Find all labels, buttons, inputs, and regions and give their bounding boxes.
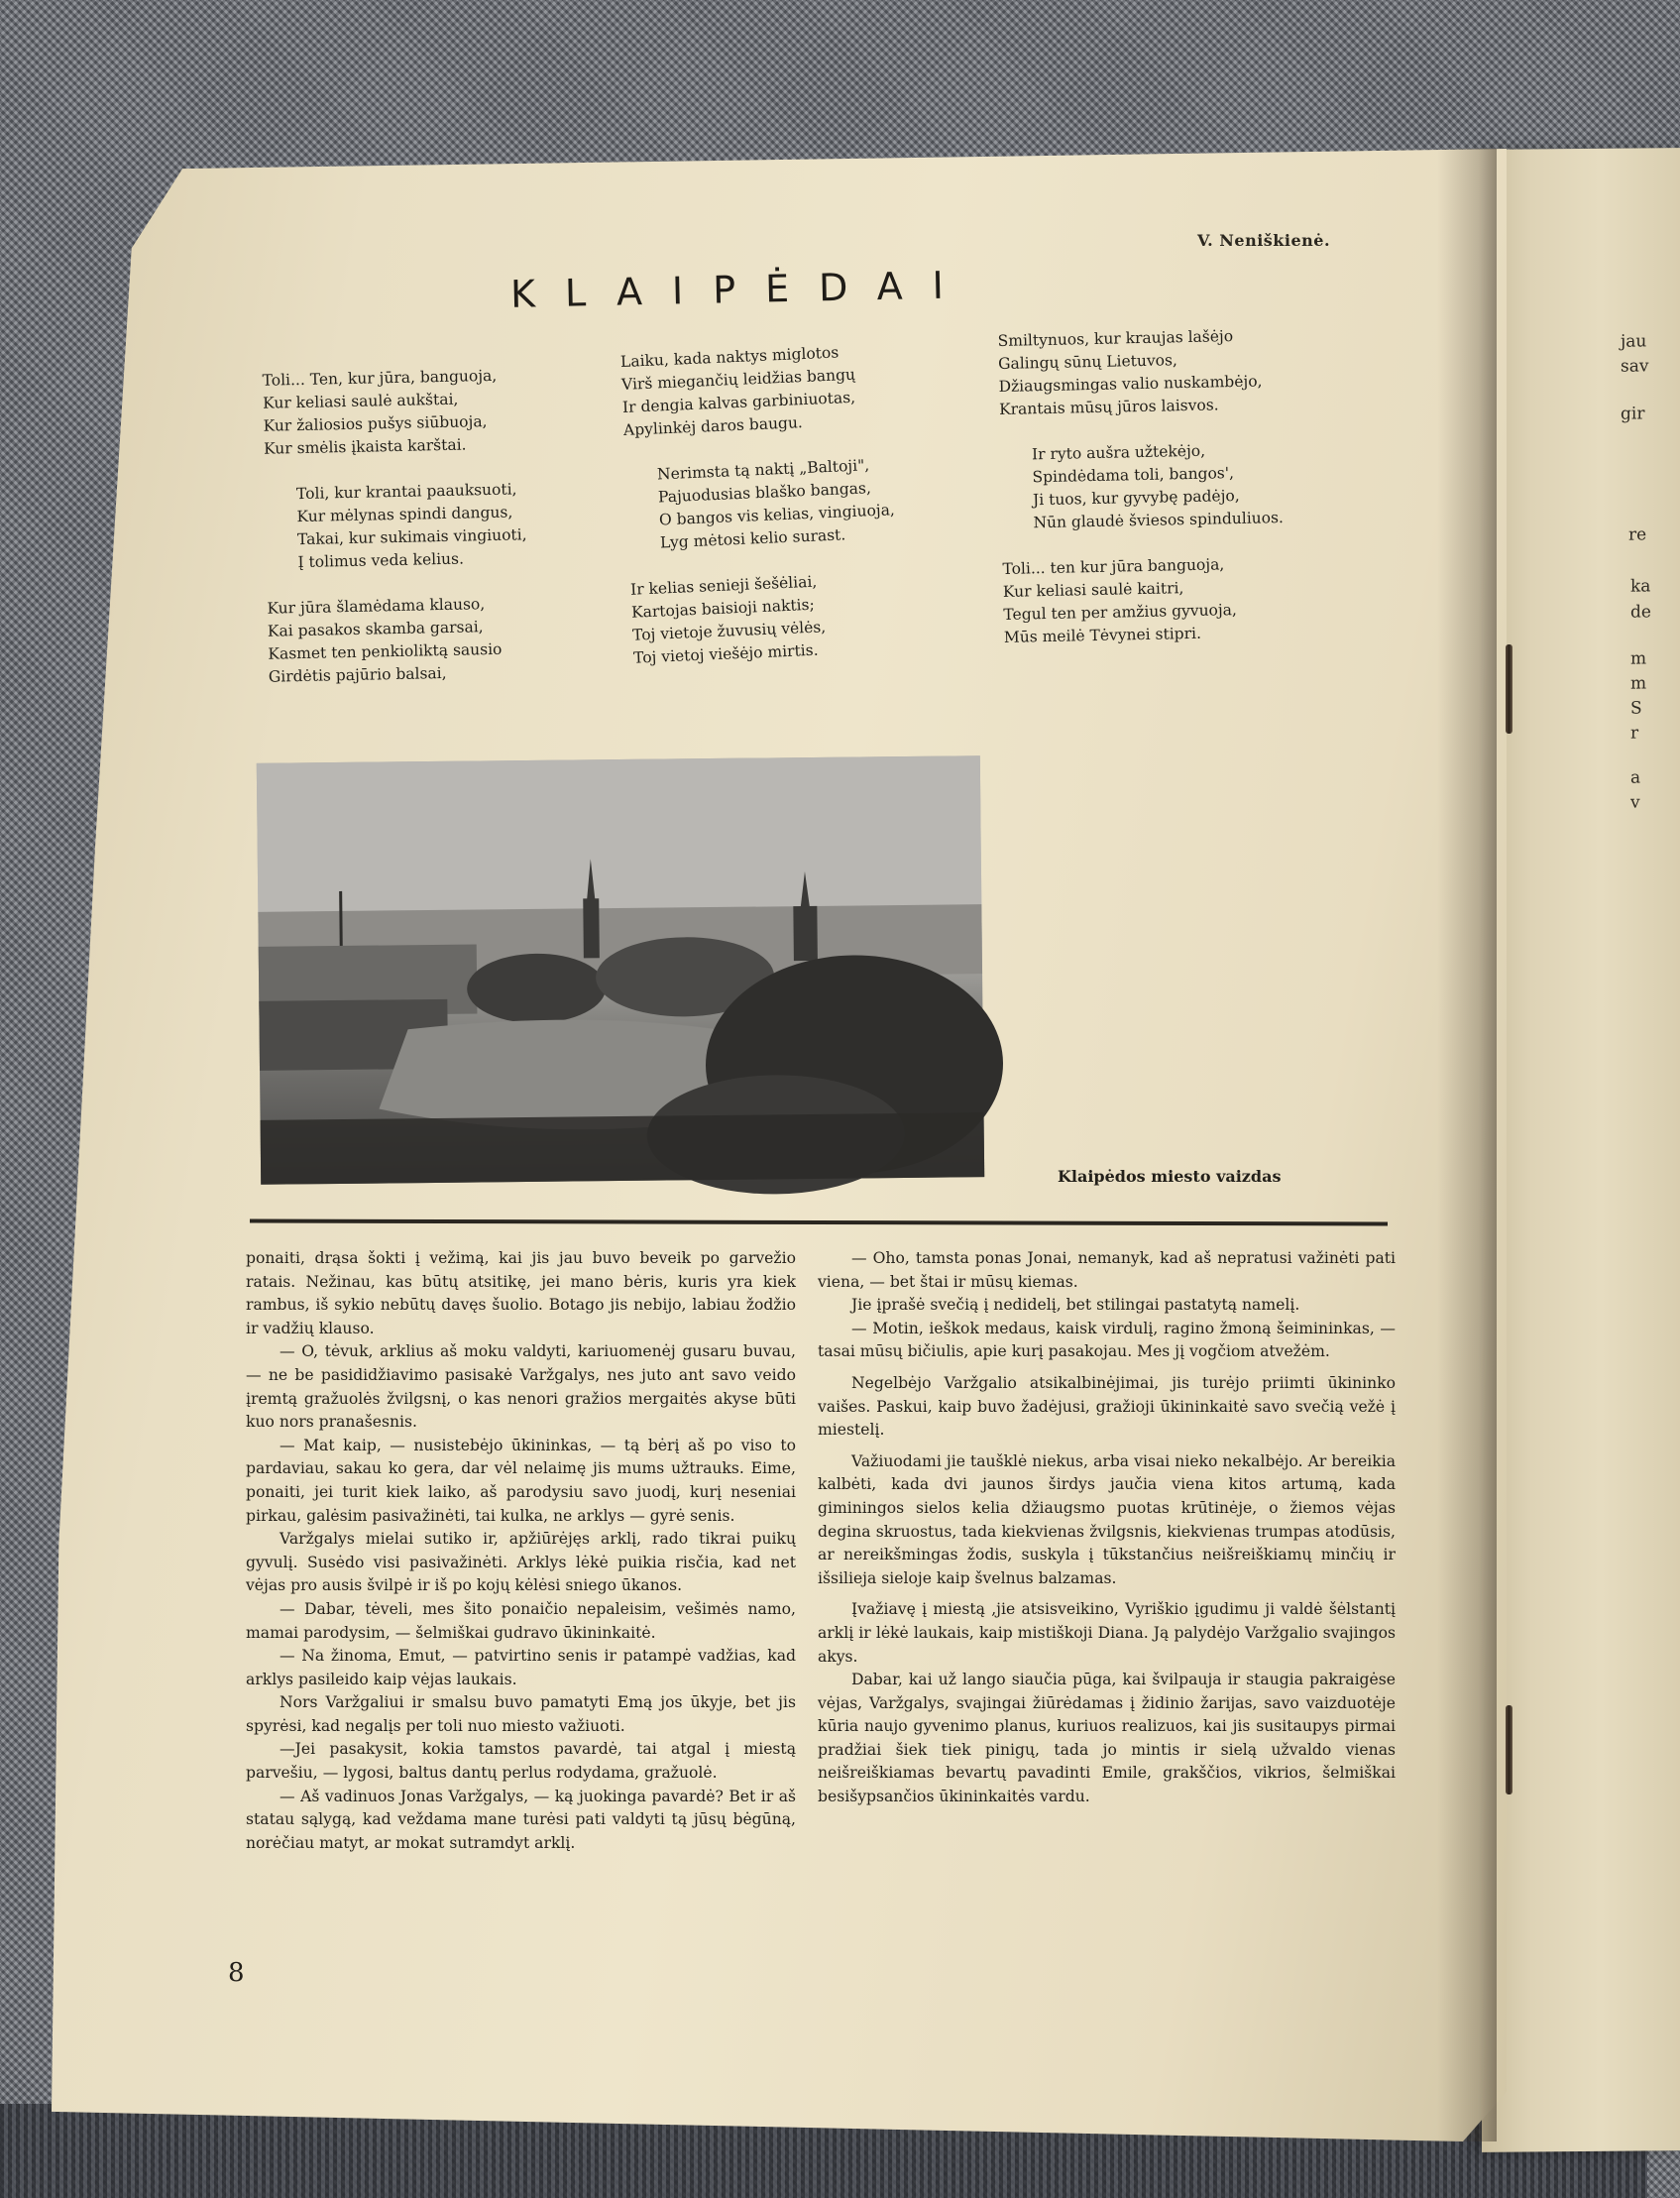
poem-stanza <box>265 478 527 575</box>
poem-line: Tegul ten per amžius gyvuoja, <box>1003 601 1238 624</box>
poem-line: Laiku, kada naktys miglotos <box>619 343 840 372</box>
next-page-fragment: m <box>1630 673 1647 694</box>
story-paragraph: — Aš vadinuos Jonas Varžgalys, — ką juokinga pavardė? Bet ir aš statau sąlygą, kad veždama mane turėsi pati valdyti tą jūsų bėgūną, norėčiau matyt, ar mokat sutramdyt arklį. <box>246 1787 796 1852</box>
poem-stanza <box>630 567 902 670</box>
poem-line: Džiaugsmingas valio nuskambėjo, <box>998 372 1263 397</box>
poem-line: Mūs meilė Tėvynei stipri. <box>1003 624 1202 646</box>
next-page-fragment: a <box>1630 767 1641 788</box>
story-paragraph: Negelbėjo Varžgalio atsikalbinėjimai, jis turėjo priimti ūkininko vaišes. Paskui, kaip buvo žadėjusi, gražioji ūkininkaitė savo svečią vežė į miestelį. <box>818 1373 1396 1440</box>
story-paragraph: — Na žinoma, Emut, — patvirtino senis ir patampė vadžias, kad arklys pasileido kaip vėjas laukais. <box>246 1647 796 1688</box>
poem-line: Galingų sūnų Lietuvos, <box>997 351 1178 374</box>
story-paragraph: — Motin, ieškok medaus, kaisk virdulį, ragino žmoną šeimininkas, — tasai mūsų bičiulis, apie kurį pasakojau. Mes jį vogčiom atvežėm. <box>818 1319 1396 1361</box>
poem-line: Toli... ten kur jūra banguoja, <box>1002 555 1225 578</box>
poem-line: Kasmet ten penkioliktą sausio <box>268 639 503 663</box>
poem-line: Girdėtis pajūrio balsai, <box>268 663 447 686</box>
story-paragraph: Įvažiavę į miestą ,jie atsisveikino, Vyriškio įgudimu ji valdė šėlstantį arklį ir lėkė laukais, kaip mistiškoji Diana. Ją palydėjo Varžgalio svajingos akys. <box>818 1600 1396 1666</box>
next-page-fragment: gir <box>1621 404 1645 424</box>
story-paragraph: Važiuodami jie taušklė niekus, arba visai nieko nekalbėjo. Ar bereikia kalbėti, kada dvi jaunos širdys jaučia viena kitos artumą, kada giminingos sielos kelia džiaugsmo puotas krūtinėje, o žiemos vėjas degina skruostus, tada kiekvienas žvilgsnis, kiekvienas trumpas atodūsis, ar nereikšmingas žodis, suskyla į tūkstančius neišreiškiamų minčių ir išsilieja sieloje kaip švelnus balzamas. <box>818 1451 1396 1587</box>
poem-line: Nūn glaudė šviesos spinduliuos. <box>1033 509 1285 532</box>
next-page-fragment: re <box>1628 524 1647 545</box>
poem-line: Krantais mūsų jūros laisvos. <box>998 396 1219 418</box>
poem-line: Ir ryto aušra užtekėjo, <box>1031 441 1206 464</box>
story-paragraph: Nors Varžgaliui ir smalsu buvo pamatyti Emą jos ūkyje, bet jis spyrėsi, kad negalįs per toli nuo miesto važiuoti. <box>246 1693 796 1735</box>
poem-line: O bangos vis kelias, vingiuoja, <box>658 501 896 529</box>
story-paragraph: — Dabar, tėveli, mes šito ponaičio nepaleisim, vešimės namo, mamai parodysim, — šelmiškai gudravo ūkininkaitė. <box>246 1599 796 1642</box>
next-page-fragment: jau <box>1621 331 1647 352</box>
next-page-fragment: ka <box>1630 576 1651 597</box>
poem-column <box>262 364 530 711</box>
poem-line: Ir dengia kalvas garbiniuotas, <box>621 388 856 416</box>
poem-line: Kur žaliosios pušys siūbuoja, <box>263 412 488 435</box>
story-column-left <box>246 1247 796 1855</box>
poem-line: Smiltynuos, kur kraujas lašėjo <box>997 327 1234 351</box>
next-page-fragment: de <box>1630 602 1651 623</box>
photo-caption: Klaipėdos miesto vaizdas <box>1058 1167 1282 1186</box>
author-name: V. Neniškienė. <box>1197 231 1331 250</box>
poem-line: Takai, kur sukimais vingiuoti, <box>296 525 527 549</box>
page-number: 8 <box>228 1958 245 1988</box>
story-paragraph: —Jei pasakysit, kokia tamstos pavardė, tai atgal į miestą parvešiu, — lygosi, baltus dantų perlus rodydama, gražuolė. <box>246 1740 796 1783</box>
poem-line: Virš miegančių leidžias bangų <box>620 365 856 395</box>
klaipeda-city-photo <box>257 755 984 1185</box>
poem-column <box>997 324 1287 672</box>
poem-line: Nerimsta tą naktį „Baltoji", <box>656 456 870 484</box>
poem-line: Toj vietoje žuvusių vėlės, <box>631 618 827 644</box>
poem-line: Kur keliasi saulė kaitri, <box>1002 579 1184 601</box>
poem-stanza <box>262 364 524 461</box>
poem-stanza <box>1002 552 1286 649</box>
poem-column <box>620 339 903 692</box>
poem-stanza <box>997 324 1281 421</box>
story-paragraph: — O, tėvuk, arklius aš moku valdyti, kariuomenėj gusaru buvau, — ne be pasididžiavimo pasisakė Varžgalys, nes juto ant savo veido įremtą gražuolės žvilgsnį, o kas nenori gražios mergaitės akyse būti kuo nors pranašesnis. <box>246 1342 796 1432</box>
poem-line: Kur keliasi saulė aukštai, <box>262 390 459 412</box>
poem-stanza <box>625 453 897 556</box>
poem-stanza <box>620 339 892 442</box>
story-column-right <box>818 1247 1396 1809</box>
poem-line: Spindėdama toli, bangos', <box>1032 464 1235 487</box>
next-page-fragment: v <box>1630 792 1640 813</box>
poem-title: KLAIPĖDAI <box>509 263 974 316</box>
poem-line: Kur mėlynas spindi dangus, <box>296 503 513 526</box>
poem-line: Kur jūra šlamėdama klauso, <box>267 595 486 618</box>
poem-line: Į tolimus veda kelius. <box>297 549 465 572</box>
poem-line: Ji tuos, kur gyvybę padėjo, <box>1032 486 1240 510</box>
next-page-fragment: r <box>1630 723 1639 744</box>
poem-line: Toli... Ten, kur jūra, banguoja, <box>262 366 498 390</box>
story-paragraph: — Oho, tamsta ponas Jonai, nemanyk, kad aš nepratusi važinėti pati viena, — bet štai ir mūsų kiemas. <box>818 1249 1396 1291</box>
story-paragraph: Varžgalys mielai sutiko ir, apžiūrėjęs arklį, rado tikrai puikų gyvulį. Susėdo visi pasivažinėti. Arklys lėkė puikia risčia, kad net vėjas pro ausis švilpė ir iš po kojų kėlėsi sniego ūkanos. <box>246 1530 796 1595</box>
poem-line: Kur smėlis įkaista karštai. <box>263 435 467 458</box>
poem-line: Lyg mėtosi kelio surast. <box>659 525 846 552</box>
story-paragraph: Dabar, kai už lango siaučia pūga, kai švilpauja ir staugia pakraigėse vėjas, Varžgalys, svajingai žiūrėdamas į židinio žarijas, savo vaizduotėje kūria naujo gyvenimo planus, kuriuos realizuos, kai jis susitaupys pirmai pradžiai šiek tiek pinigų, tada jo mintis ir sielą užvaldo vienas neišreiškiamas bevartų pavadinti Emile, grakščios, vikrios, šelmiškai besišypsančios ūkininkaitės vardu. <box>818 1671 1396 1806</box>
story-paragraph: Jie įprašė svečią į nedidelį, bet stilingai pastatytą namelį. <box>851 1296 1300 1315</box>
poem-line: Toli, kur krantai paauksuoti, <box>295 480 517 504</box>
story-paragraph: ponaiti, drąsa šokti į vežimą, kai jis jau buvo beveik po garvežio ratais. Nežinau, kas būtų atsitikę, jei mano bėris, kuris yra kiek rambus, iš sykio nebūtų davęs šuolio. Botago jis nebijo, labiau žodžio ir vadžių klauso. <box>246 1249 796 1337</box>
poem-line: Kartojas baisioji naktis; <box>630 595 816 622</box>
poem-line: Ir kelias senieji šešėliai, <box>629 572 818 599</box>
poem-line: Kai pasakos skamba garsai, <box>267 618 484 640</box>
poem-stanza <box>1000 438 1284 535</box>
poem-line: Pajuodusias blaško bangas, <box>657 479 872 507</box>
story-paragraph: — Mat kaip, — nusistebėjo ūkininkas, — tą bėrį aš po viso to pardaviau, sakau ko gera, dar vėl nelaimę jis mums užtrauks. Eime, ponaiti, jei turit kiek laiko, aš parodysiu savo juodį, kurį neseniai pirkau, galėsim pasivažinėti, tai kulka, ne arklys — gyrė senis. <box>246 1436 796 1525</box>
poem-line: Apylinkėj daros baugu. <box>622 413 804 439</box>
next-page-fragment: S <box>1630 698 1642 719</box>
next-page-edge <box>1482 148 1680 2152</box>
staple <box>1506 644 1512 734</box>
poem-stanza <box>267 592 529 689</box>
poem-line: Toj vietoj viešėjo mirtis. <box>632 640 819 667</box>
staple <box>1506 1705 1512 1794</box>
next-page-fragment: sav <box>1621 356 1649 377</box>
next-page-fragment: m <box>1630 648 1647 669</box>
